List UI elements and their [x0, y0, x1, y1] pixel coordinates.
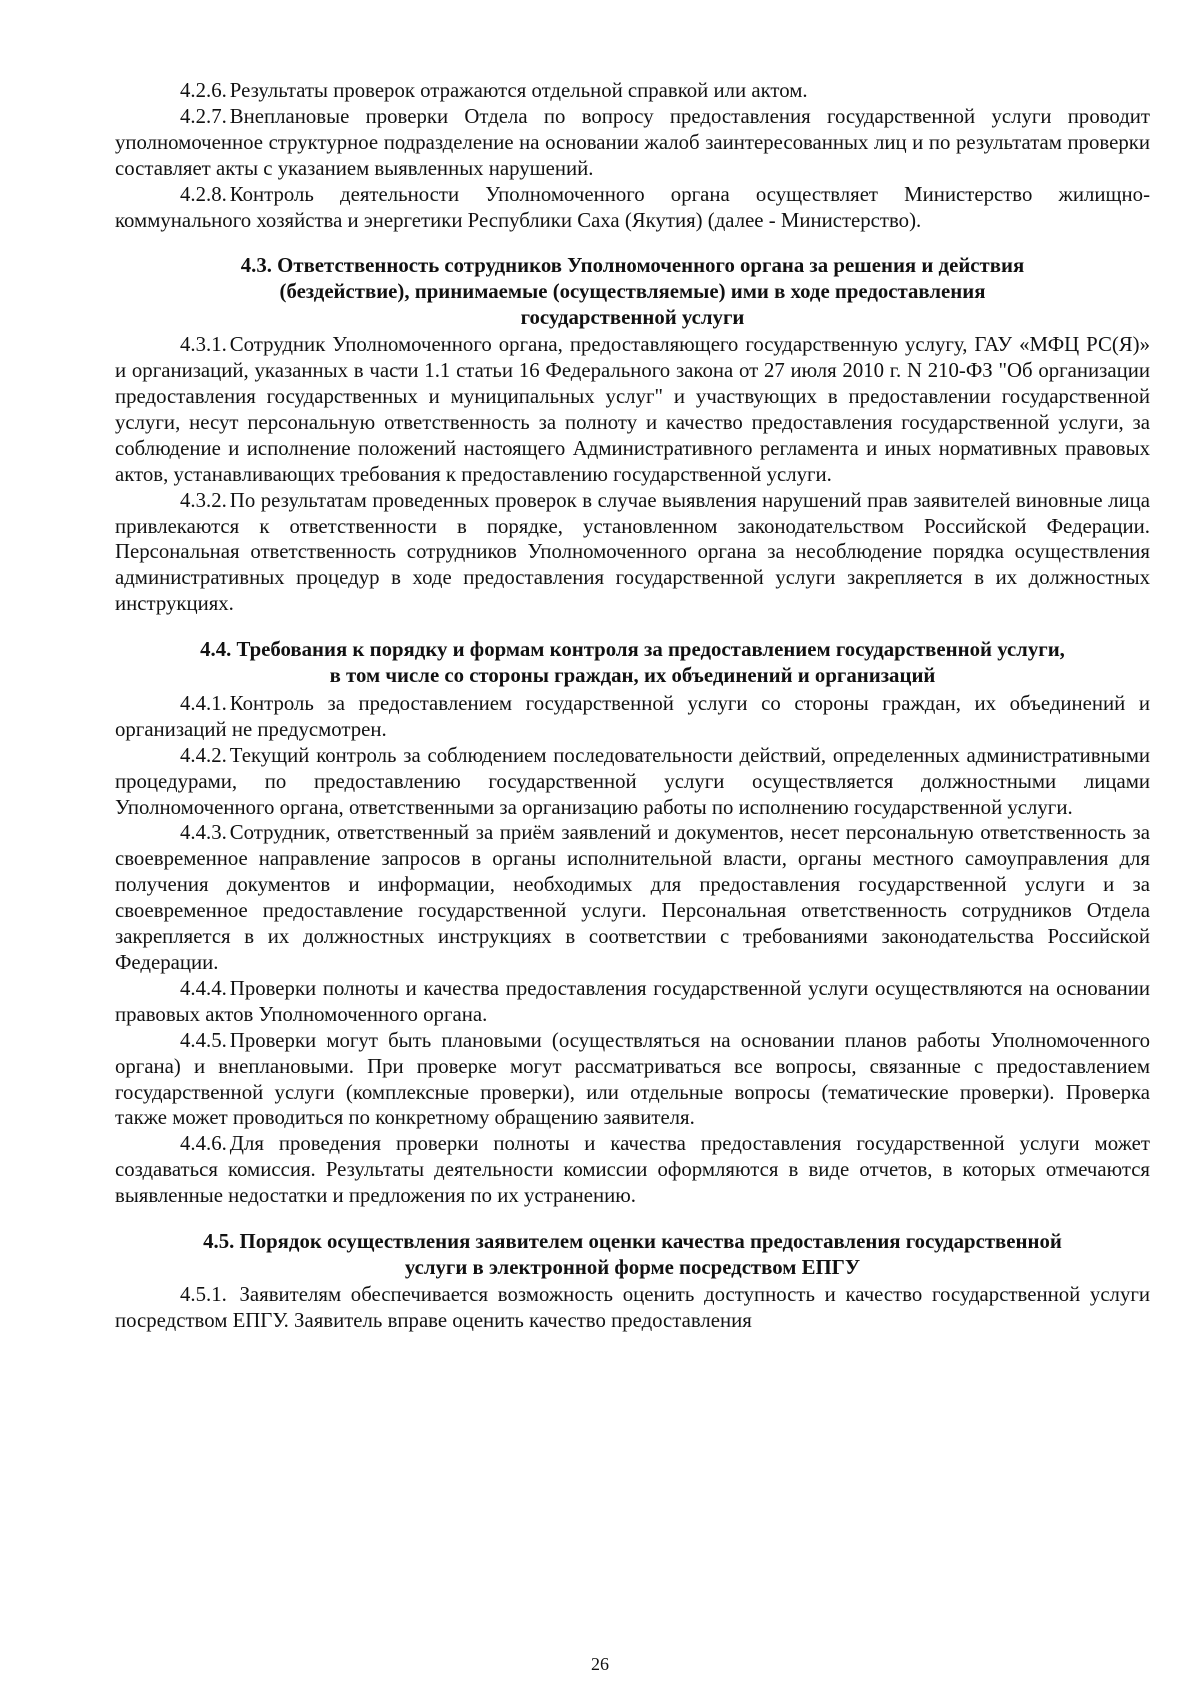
paragraph-number: 4.4.5.	[180, 1028, 227, 1052]
paragraph-4-2-6	[115, 78, 1150, 104]
section-4-5	[115, 1229, 1150, 1334]
paragraph-text: Контроль за предоставлением государственной услуги со стороны граждан, их объединений и организаций не предусмотрен.	[115, 691, 1150, 741]
section-4-4	[115, 637, 1150, 1209]
paragraph-4-4-1	[115, 691, 1150, 743]
paragraph-text: Внеплановые проверки Отдела по вопросу предоставления государственной услуги проводит уполномоченное структурное подразделение на основании жалоб заинтересованных лиц и по результатам проверки составляет акты с указанием выявленных нарушений.	[115, 104, 1150, 180]
paragraph-number: 4.4.4.	[180, 976, 227, 1000]
section-4-3	[115, 253, 1150, 617]
paragraph-number: 4.2.6.	[180, 79, 227, 102]
heading-line: 4.5. Порядок осуществления заявителем оценки качества предоставления государственной	[203, 1230, 1062, 1254]
heading-line: государственной услуги	[520, 306, 745, 330]
section-4-2	[115, 78, 1150, 233]
paragraph-4-3-2	[115, 488, 1150, 618]
paragraph-text: Проверки могут быть плановыми (осуществляться на основании планов работы Уполномоченного органа) и внеплановыми. При проверке могут рассматриваться все вопросы, связанные с предоставлением государственной услуги (комплексные проверки), или отдельные вопросы (тематические проверки). Проверка также может проводиться по конкретному обращению заявителя.	[115, 1028, 1150, 1130]
section-heading-4-3	[115, 253, 1150, 331]
paragraph-number: 4.3.2.	[180, 488, 227, 512]
heading-line: услуги в электронной форме посредством ЕПГУ	[404, 1255, 861, 1279]
section-heading-4-4	[115, 637, 1150, 689]
paragraph-text: Проверки полноты и качества предоставления государственной услуги осуществляются на основании правовых актов Уполномоченного органа.	[115, 976, 1150, 1026]
paragraph-number: 4.2.8.	[180, 182, 227, 206]
paragraph-text: По результатам проведенных проверок в случае выявления нарушений прав заявителей виновные лица привлекаются к ответственности в порядке, установленном законодательством Российской Федерации. Персональная ответственность сотрудников Уполномоченного органа за несоблюдение порядка осуществления административных процедур в ходе предоставления государственной услуги закрепляется в их должностных инструкциях.	[115, 488, 1150, 616]
paragraph-4-2-8	[115, 182, 1150, 234]
document-page	[115, 78, 1150, 1334]
paragraph-4-4-3	[115, 820, 1150, 975]
section-heading-4-5	[115, 1229, 1150, 1281]
paragraph-number: 4.4.6.	[180, 1132, 227, 1156]
heading-line: в том числе со стороны граждан, их объединений и организаций	[329, 664, 936, 688]
heading-line: 4.4. Требования к порядку и формам контроля за предоставлением государственной услуги,	[200, 638, 1065, 662]
paragraph-4-4-5	[115, 1028, 1150, 1132]
paragraph-number: 4.4.2.	[180, 743, 227, 767]
paragraph-number: 4.4.1.	[180, 691, 227, 715]
paragraph-number: 4.5.1.	[180, 1282, 227, 1306]
paragraph-text: Текущий контроль за соблюдением последовательности действий, определенных административными процедурами, по предоставлению государственной услуги осуществляется должностными лицами Уполномоченного органа, ответственными за организацию работы по исполнению государственной услуги.	[115, 743, 1150, 819]
page-number: 26	[591, 1654, 609, 1674]
paragraph-text: Заявителям обеспечивается возможность оценить доступность и качество государственной услуги посредством ЕПГУ. Заявитель вправе оценить качество предоставления	[115, 1282, 1150, 1332]
paragraph-text: Контроль деятельности Уполномоченного органа осуществляет Министерство жилищно-коммунального хозяйства и энергетики Республики Саха (Якутия) (далее - Министерство).	[115, 182, 1150, 232]
paragraph-text: Сотрудник Уполномоченного органа, предоставляющего государственную услугу, ГАУ «МФЦ РС(Я)» и организаций, указанных в части 1.1 статьи 16 Федерального закона от 27 июля 2010 г. N 210-ФЗ "Об организации предоставления государственных и муниципальных услуг" и участвующих в предоставлении государственной услуги, несут персональную ответственность за полноту и качество предоставления государственной услуги, за соблюдение и исполнение положений настоящего Административного регламента и иных нормативных правовых актов, устанавливающих требования к предоставлению государственной услуги.	[115, 333, 1150, 486]
paragraph-4-4-4	[115, 976, 1150, 1028]
paragraph-text: Результаты проверок отражаются отдельной справкой или актом.	[229, 79, 808, 102]
paragraph-4-2-7	[115, 104, 1150, 182]
paragraph-number: 4.2.7.	[180, 104, 227, 128]
paragraph-text: Для проведения проверки полноты и качества предоставления государственной услуги может создаваться комиссия. Результаты деятельности комиссии оформляются в виде отчетов, в которых отмечаются выявленные недостатки и предложения по их устранению.	[115, 1132, 1150, 1208]
paragraph-text: Сотрудник, ответственный за приём заявлений и документов, несет персональную ответственность за своевременное направление запросов в органы исполнительной власти, органы местного самоуправления для получения документов и информации, необходимых для предоставления государственной услуги и за своевременное предоставление государственной услуги. Персональная ответственность сотрудников Отдела закрепляется в их должностных инструкциях в соответствии с требованиями законодательства Российской Федерации.	[115, 821, 1150, 974]
paragraph-4-4-6	[115, 1131, 1150, 1209]
paragraph-4-5-1	[115, 1282, 1150, 1334]
paragraph-4-4-2	[115, 743, 1150, 821]
paragraph-number: 4.4.3.	[180, 821, 227, 845]
heading-line: (бездействие), принимаемые (осуществляемые) ими в ходе предоставления	[279, 280, 986, 304]
paragraph-number: 4.3.1.	[180, 333, 227, 357]
paragraph-4-3-1	[115, 332, 1150, 487]
heading-line: 4.3. Ответственность сотрудников Уполномоченного органа за решения и действия	[240, 254, 1025, 278]
